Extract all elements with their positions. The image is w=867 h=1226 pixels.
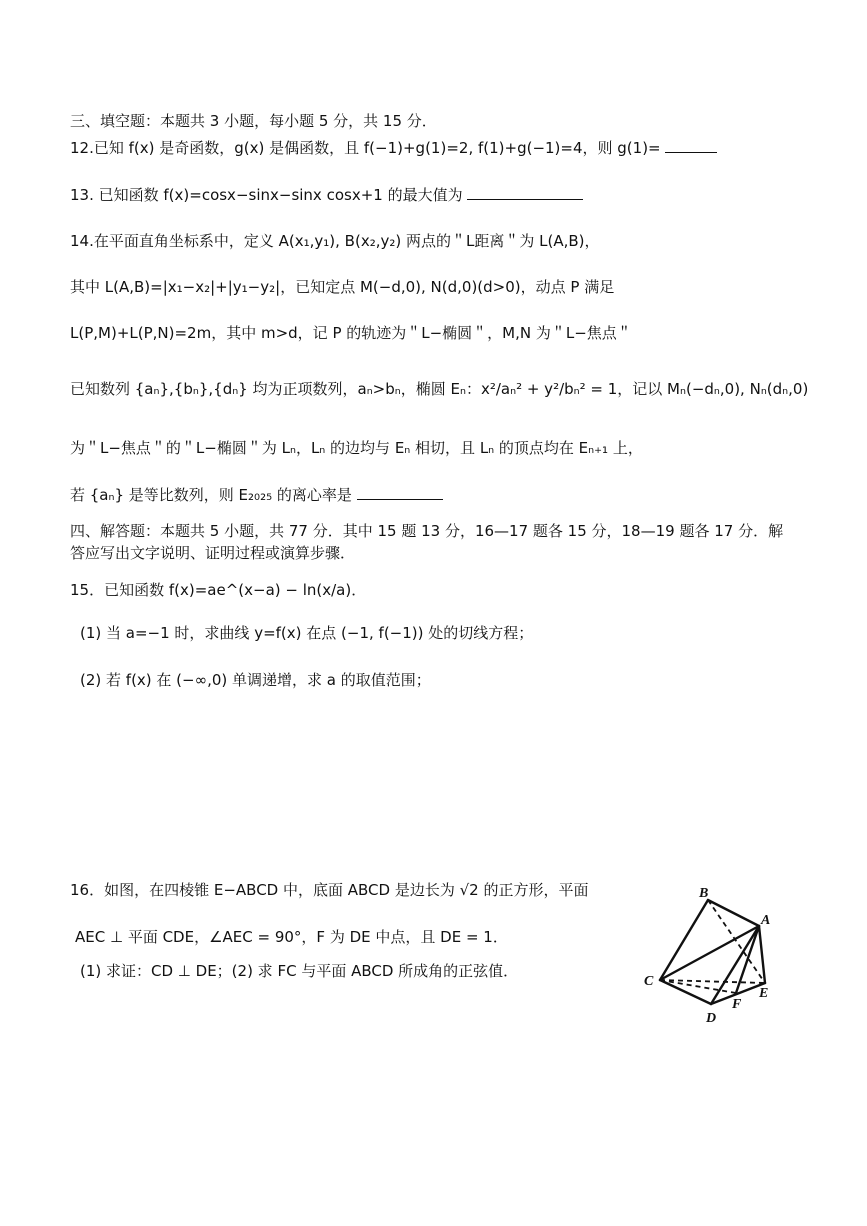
q13-answer-blank: [467, 185, 583, 200]
q14-answer-blank: [357, 485, 443, 500]
q13-text: [70, 184, 583, 206]
label-B: B: [699, 886, 709, 901]
section3-heading: 三、填空题：本题共 3 小题，每小题 5 分，共 15 分．: [70, 112, 437, 130]
q13-stem: 13. 已知函数 f(x)=cosx−sinx−sinx cosx+1 的最大值为: [70, 186, 463, 204]
q12-stem: 12.已知 f(x) 是奇函数，g(x) 是偶函数，且 f(−1)+g(1)=2, f(1)+g(−1)=4，则 g(1)=: [70, 139, 661, 157]
section4-heading: 四、解答题：本题共 5 小题，共 77 分．其中 15 题 13 分，16—17 题各 15 分，18—19 题各 17 分．解答应写出文字说明、证明过程或演算步骤．: [70, 522, 784, 562]
q14-stem-end: 若 {aₙ} 是等比数列，则 E₂₀₂₅ 的离心率是: [70, 486, 352, 504]
q15-stem: 15．已知函数 f(x)=ae^(x−a) − ln(x/a)．: [70, 581, 367, 599]
label-A: A: [761, 913, 771, 928]
label-C: C: [644, 974, 654, 989]
q14-line1: 14.在平面直角坐标系中，定义 A(x₁,y₁), B(x₂,y₂) 两点的＂L距离＂为 L(A,B)，: [70, 232, 600, 250]
q15-part2: (2) 若 f(x) 在 (−∞,0) 单调递增，求 a 的取值范围；: [80, 671, 431, 689]
label-D: D: [706, 1011, 717, 1026]
q16-line1: 16．如图，在四棱锥 E−ABCD 中，底面 ABCD 是边长为 √2 的正方形，平面: [70, 881, 589, 899]
q12-answer-blank: [665, 138, 717, 153]
edge-BA: [708, 900, 759, 926]
q16-line3: (1) 求证：CD ⊥ DE；(2) 求 FC 与平面 ABCD 所成角的正弦值．: [80, 962, 519, 980]
q15-part1: (1) 当 a=−1 时，求曲线 y=f(x) 在点 (−1, f(−1)) 处的切线方程；: [80, 624, 534, 642]
edge-CD: [660, 980, 711, 1004]
q14-line5: 为＂L−焦点＂的＂L−椭圆＂为 Lₙ，Lₙ 的边均与 Eₙ 相切，且 Lₙ 的顶点均在 Eₙ₊₁ 上，: [70, 439, 643, 457]
q14-line4: 已知数列 {aₙ},{bₙ},{dₙ} 均为正项数列，aₙ>bₙ，椭圆 Eₙ：x²/aₙ² + y²/bₙ² = 1，记以 Mₙ(−dₙ,0), Nₙ(dₙ,0): [70, 380, 809, 398]
hidden-edge-CE: [660, 980, 765, 983]
pyramid-figure: [636, 880, 786, 1030]
q14-line3: L(P,M)+L(P,N)=2m，其中 m>d，记 P 的轨迹为＂L−椭圆＂，M,N 为＂L−焦点＂: [70, 324, 632, 342]
q14-line6: [70, 484, 443, 506]
q12-text: [70, 137, 717, 159]
q16-line2: AEC ⊥ 平面 CDE，∠AEC = 90°，F 为 DE 中点，且 DE = 1．: [75, 928, 508, 946]
hidden-edge-BE: [708, 900, 765, 983]
q14-line2: 其中 L(A,B)=|x₁−x₂|+|y₁−y₂|，已知定点 M(−d,0), N(d,0)(d>0)，动点 P 满足: [70, 278, 615, 296]
label-E: E: [759, 986, 769, 1001]
label-F: F: [732, 997, 742, 1012]
